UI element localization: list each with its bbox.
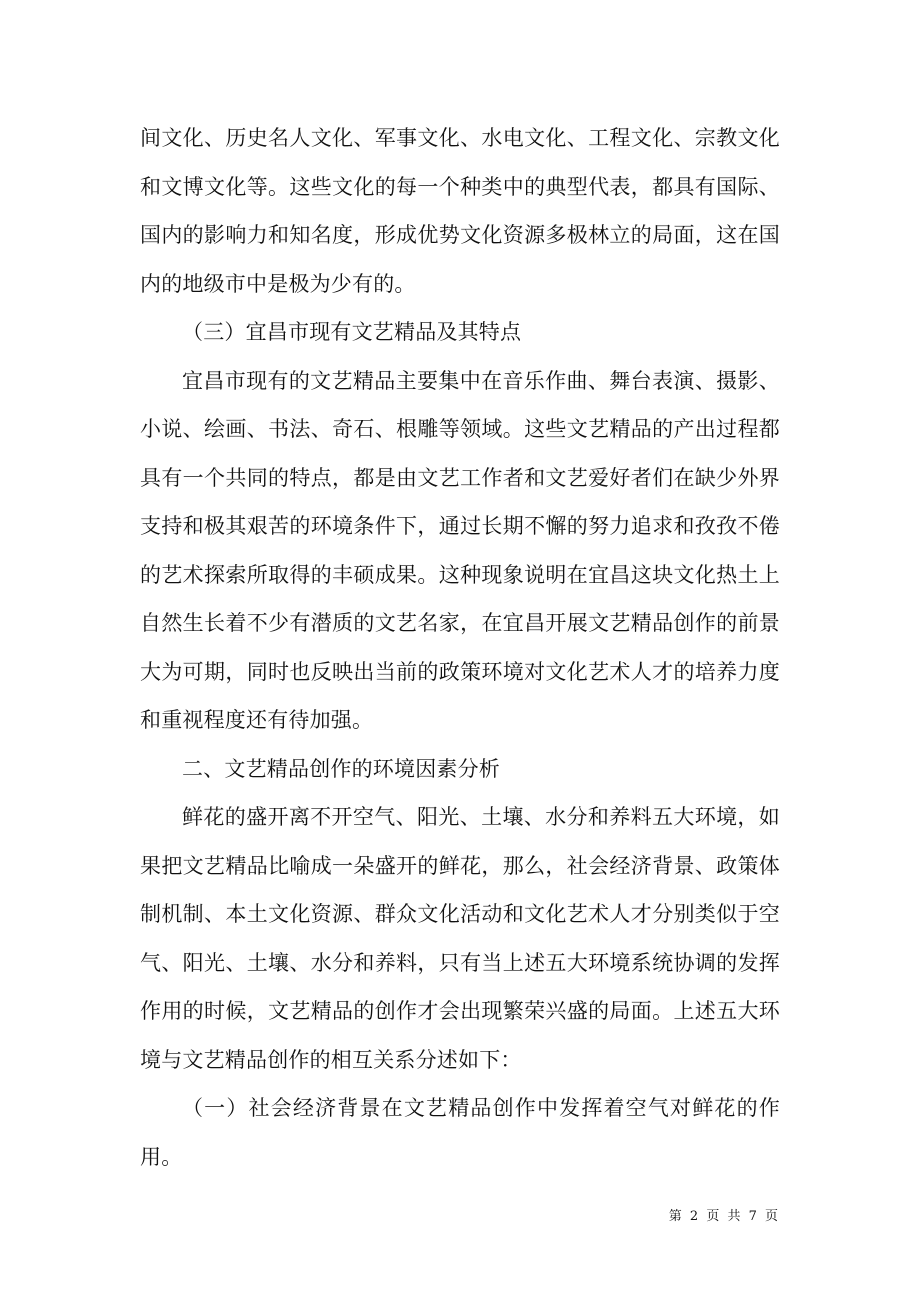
paragraph-literary-works: 宜昌市现有的文艺精品主要集中在音乐作曲、舞台表演、摄影、小说、绘画、书法、奇石、根雕等领域。这些文艺精品的产出过程都具有一个共同的特点，都是由文艺工作者和文艺爱好者们在缺少外界支持和极其艰苦的环境条件下，通过长期不懈的努力追求和孜孜不倦的艺术探索所取得的丰硕成果。这种现象说明在宜昌这块文化热土上自然生长着不少有潜质的文艺名家，在宜昌开展文艺精品创作的前景大为可期，同时也反映出当前的政策环境对文化艺术人才的培养力度和重视程度还有待加强。 (140, 368, 780, 732)
section-heading-3: （三）宜昌市现有文艺精品及其特点 (182, 320, 522, 344)
paragraph-continued: 间文化、历史名人文化、军事文化、水电文化、工程文化、宗教文化和文博文化等。这些文化的每一个种类中的典型代表，都具有国际、国内的影响力和知名度，形成优势文化资源多极林立的局面，这在国内的地级市中是极为少有的。 (140, 126, 780, 296)
page-number: 第 2 页 共 7 页 (668, 1209, 780, 1224)
document-body (140, 114, 780, 1181)
paragraph-environment-analysis: 鲜花的盛开离不开空气、阳光、土壤、水分和养料五大环境，如果把文艺精品比喻成一朵盛开的鲜花，那么，社会经济背景、政策体制机制、本土文化资源、群众文化活动和文化艺术人才分别类似于空气、阳光、土壤、水分和养料，只有当上述五大环境系统协调的发挥作用的时候，文艺精品的创作才会出现繁荣兴盛的局面。上述五大环境与文艺精品创作的相互关系分述如下： (140, 805, 780, 1072)
paragraph-social-economic: （一）社会经济背景在文艺精品创作中发挥着空气对鲜花的作用。 (140, 1096, 780, 1169)
section-heading-2: 二、文艺精品创作的环境因素分析 (182, 756, 500, 781)
